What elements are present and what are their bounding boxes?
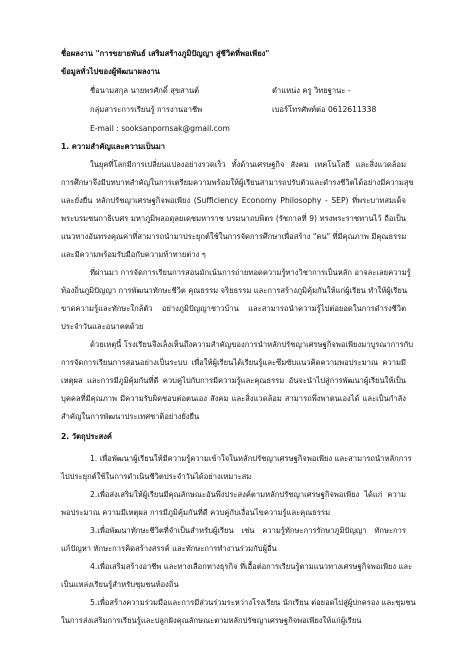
objective-line: 1. เพื่อพัฒนาผู้เรียนให้มีความรู้ความเข้าใจในหลักปรัชญาเศรษฐกิจพอเพียง และสามารถนำหลักการ [90, 454, 412, 463]
section1-line: ขาดความรู้และทักษะใกล้ตัว อย่างภูมิปัญญาชาวบ้าน และสามารถนำความรู้ไปต่อยอดในการดำรงชีวิต [61, 304, 406, 313]
section1-line: ประจำวันและอนาคตด้วย [61, 322, 144, 331]
developer-phone: เบอร์โทรศัพท์ต่อ 0612611338 [272, 105, 377, 114]
developer-name: ชื่อนามสกุล นายพรศักดิ์ สุขสานต์ [90, 86, 200, 95]
objective-line: ไปประยุกต์ใช้ในการดำเนินชีวิตประจำวันได้อย่างเหมาะสม [61, 472, 252, 481]
objective-line: แก้ปัญหา ทักษะการคิดสร้างสรรค์ และทักษะการทำงานร่วมกับผู้อื่น [61, 544, 277, 553]
objective-line: 5.เพื่อสร้างความร่วมมือและการมีส่วนร่วมระหว่างโรงเรียน นักเรียน ต่อยอดไปสู่ผู้ปกครอง และชุมชน [90, 598, 416, 607]
developer-heading: ข้อมูลทั่วไปของผู้พัฒนาผลงาน [61, 67, 160, 76]
section1-line: บุคคลที่มีคุณภาพ มีความรับผิดชอบต่อตนเอง สังคม และสิ่งแวดล้อม สามารถพึ่งพาตนเองได้ และเป็นกำลัง [61, 394, 406, 403]
section1-line: แนวทางอันทรงคุณค่าที่สามารถนำมาประยุกต์ใช้ในการจัดการศึกษาเพื่อสร้าง "คน" ที่มีคุณภาพ มีคุณธรรม [61, 232, 407, 241]
section1-line: ในยุคที่โลกมีการเปลี่ยนแปลงอย่างรวดเร็ว ทั้งด้านเศรษฐกิจ สังคม เทคโนโลยี และสิ่งแวดล้อม [90, 160, 406, 169]
section1-line: ที่ผ่านมา การจัดการเรียนการสอนมักเน้นการถ่ายทอดความรู้ทางวิชาการเป็นหลัก อาจละเลยความรู้ [90, 268, 411, 277]
objective-line: เป็นแหล่งเรียนรู้สำหรับชุมชนท้องถิ่น [61, 580, 179, 589]
section1-line: การจัดการเรียนการสอนอย่างเป็นระบบ เพื่อให้ผู้เรียนได้เรียนรู้และซึมซับแนวคิดความพอประมาณ ความมี [61, 358, 406, 367]
objective-line: ในการส่งเสริมการเรียนรู้และปลูกฝังคุณลักษณะตามหลักปรัชญาเศรษฐกิจพอเพียงให้แก่ผู้เรียน [61, 616, 362, 625]
developer-position: ตำแหน่ง ครู วิทยฐานะ - [272, 86, 351, 95]
section1-line: และมีความพร้อมรับมือกับความท้าทายต่าง ๆ [61, 250, 206, 259]
section2-heading: 2. วัตถุประสงค์ [61, 432, 113, 441]
section1-line: เหตุผล และการมีภูมิคุ้มกันที่ดี ควบคู่ไปกับการมีความรู้และคุณธรรม อันจะนำไปสู่การพัฒนาผู้เรียนให้เป็น [61, 376, 406, 385]
objective-line: พอประมาณ ความมีเหตุผล การมีภูมิคุ้มกันที่ดี ควบคู่กับเงื่อนไขความรู้และคุณธรรม [61, 508, 331, 517]
section1-line: พระบรมชนกาธิเบศร มหาภูมิพลอดุลยเดชมหาราช บรมนาถบพิตร (รัชกาลที่ 9) ทรงพระราชทานไว้ ถือเป็น [61, 214, 406, 223]
objective-line: 2.เพื่อส่งเสริมให้ผู้เรียนมีคุณลักษณะอันพึงประสงค์ตามหลักปรัชญาเศรษฐกิจพอเพียง ได้แก่ ความ [90, 490, 406, 499]
section1-line: และยั่งยืน หลักปรัชญาเศรษฐกิจพอเพียง (Sufficiency Economy Philosophy - SEP) ที่พระบาทสมเด็จ [61, 196, 406, 205]
section1-heading: 1. ความสำคัญและความเป็นมา [61, 142, 165, 151]
section1-line: การศึกษาจึงมีบทบาทสำคัญในการเตรียมความพร้อมให้ผู้เรียนสามารถปรับตัวและดำรงชีวิตได้อย่างมีความสุข [61, 178, 414, 187]
objective-line: 4.เพื่อเสริมสร้างอาชีพ และทางเลือกทางธุรกิจ ที่เอื้อต่อการเรียนรู้ตามแนวทางเศรษฐกิจพอเพียง และ [90, 562, 413, 571]
objective-line: 3.เพื่อพัฒนาทักษะชีวิตที่จำเป็นสำหรับผู้เรียน เช่น ความรู้ทักษะการรักษาภูมิปัญญา ทักษะการ [90, 526, 406, 535]
developer-department: กลุ่มสาระการเรียนรู้ การงานอาชีพ [90, 105, 203, 114]
section1-line: สำคัญในการพัฒนาประเทศชาติอย่างยั่งยืน [61, 412, 200, 421]
section1-line: ด้วยเหตุนี้ โรงเรียนจึงเล็งเห็นถึงความสำคัญของการนำหลักปรัชญาเศรษฐกิจพอเพียงมาบูรณาการกับ [90, 340, 414, 349]
developer-email: E-mail : sooksanpornsak@gmail.com [90, 124, 230, 133]
work-title: ชื่อผลงาน "การขยายพันธ์ เสริมสร้างภูมิปัญญา สู่ชีวิตที่พอเพียง" [61, 49, 270, 58]
section1-line: ท้องถิ่นภูมิปัญญา การพัฒนาทักษะชีวิต คุณธรรม จริยธรรม และการสร้างภูมิคุ้มกันให้แก่ผู้เรียน ทำให้ผู้เรียน [61, 286, 408, 295]
